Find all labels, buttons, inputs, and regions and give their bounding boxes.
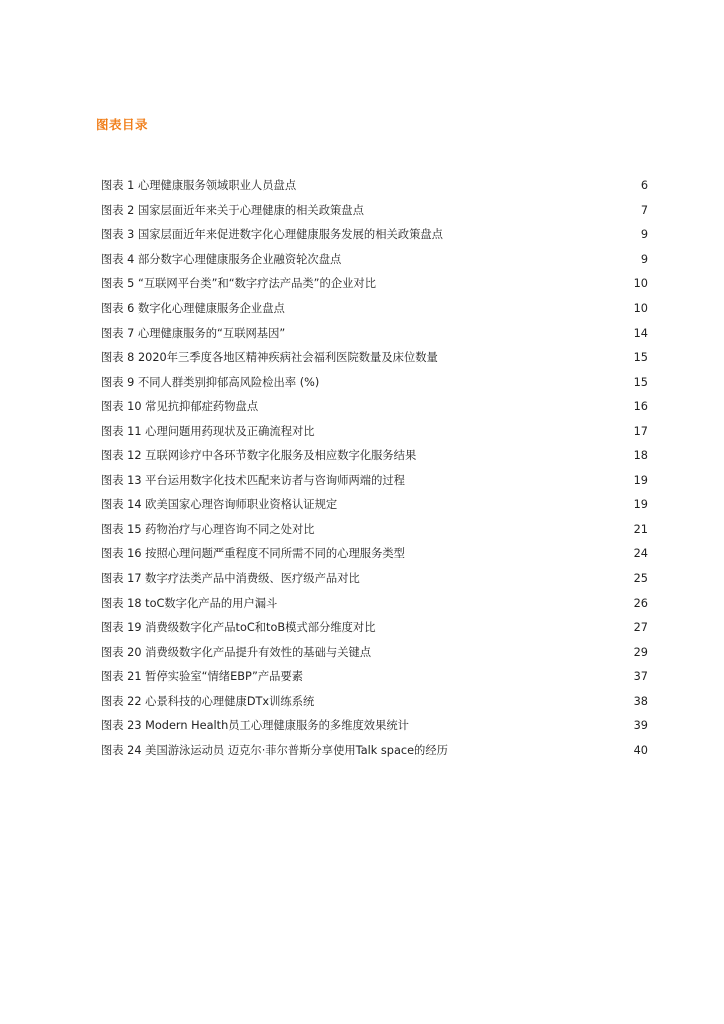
toc-entry-page-number: 7	[640, 203, 648, 217]
toc-entry-page-number: 29	[633, 645, 648, 659]
table-of-figures	[101, 174, 648, 763]
toc-entry[interactable]	[101, 640, 648, 665]
toc-entry-label: 图表 1 心理健康服务领域职业人员盘点	[101, 179, 297, 193]
toc-entry-page-number: 9	[640, 228, 648, 242]
toc-entry[interactable]	[101, 591, 648, 616]
toc-entry-label: 图表 8 2020年三季度各地区精神疾病社会福利医院数量及床位数量	[101, 351, 438, 365]
toc-entry-page-number: 18	[633, 449, 648, 463]
toc-entry-page-number: 10	[633, 302, 648, 315]
toc-entry-page-number: 19	[633, 473, 648, 487]
toc-entry[interactable]	[101, 395, 648, 420]
toc-entry-page-number: 39	[633, 719, 648, 733]
toc-entry-page-number: 21	[633, 522, 648, 536]
toc-entry-page-number: 37	[633, 670, 648, 684]
toc-entry[interactable]	[101, 689, 648, 714]
toc-entry-label: 图表 16 按照心理问题严重程度不同所需不同的心理服务类型	[101, 547, 405, 561]
toc-entry-label: 图表 11 心理问题用药现状及正确流程对比	[101, 424, 315, 438]
toc-entry-label: 图表 21 暂停实验室“情绪EBP”产品要素	[101, 670, 304, 684]
toc-entry[interactable]	[101, 174, 648, 199]
toc-entry-page-number: 38	[633, 694, 648, 708]
toc-entry[interactable]	[101, 346, 648, 371]
toc-entry-label: 图表 3 国家层面近年来促进数字化心理健康服务发展的相关政策盘点	[101, 228, 443, 242]
toc-entry[interactable]	[101, 321, 648, 346]
toc-entry-page-number: 17	[633, 424, 648, 438]
toc-entry-label: 图表 20 消费级数字化产品提升有效性的基础与关键点	[101, 645, 372, 659]
toc-entry[interactable]	[101, 223, 648, 248]
toc-entry[interactable]	[101, 199, 648, 224]
toc-entry-page-number: 15	[633, 351, 648, 365]
toc-entry[interactable]	[101, 616, 648, 641]
toc-entry-label: 图表 15 药物治疗与心理咨询不同之处对比	[101, 522, 315, 536]
toc-entry-label: 图表 19 消费级数字化产品toC和toB模式部分维度对比	[101, 621, 376, 635]
toc-entry[interactable]	[101, 444, 648, 469]
toc-entry-label: 图表 7 心理健康服务的“互联网基因”	[101, 326, 286, 340]
toc-entry-label: 图表 24 美国游泳运动员 迈克尔·菲尔普斯分享使用Talk space的经历	[101, 743, 448, 757]
toc-entry-page-number: 25	[633, 572, 648, 586]
toc-entry-page-number: 10	[633, 277, 648, 291]
toc-entry-page-number: 15	[633, 375, 648, 389]
page-title: 图表目录	[96, 117, 149, 132]
toc-entry-label: 图表 23 Modern Health员工心理健康服务的多维度效果统计	[101, 719, 409, 733]
toc-entry-page-number: 26	[633, 596, 648, 610]
toc-entry-page-number: 14	[633, 326, 648, 340]
toc-entry-label: 图表 4 部分数字心理健康服务企业融资轮次盘点	[101, 252, 342, 266]
toc-entry[interactable]	[101, 665, 648, 690]
toc-entry[interactable]	[101, 739, 648, 764]
toc-entry-page-number: 19	[633, 498, 648, 512]
toc-entry[interactable]	[101, 493, 648, 518]
toc-entry-page-number: 40	[633, 743, 648, 757]
toc-entry-page-number: 16	[633, 400, 648, 414]
toc-entry[interactable]	[101, 248, 648, 273]
toc-entry[interactable]	[101, 714, 648, 739]
toc-entry-page-number: 27	[633, 621, 648, 635]
toc-entry-label: 图表 22 心景科技的心理健康DTx训练系统	[101, 694, 315, 708]
toc-entry[interactable]	[101, 542, 648, 567]
toc-entry[interactable]	[101, 567, 648, 592]
toc-entry[interactable]	[101, 297, 648, 322]
toc-entry-label: 图表 2 国家层面近年来关于心理健康的相关政策盘点	[101, 203, 364, 217]
toc-entry-label: 图表 14 欧美国家心理咨询师职业资格认证规定	[101, 498, 338, 512]
toc-entry[interactable]	[101, 370, 648, 395]
toc-entry-label: 图表 17 数字疗法类产品中消费级、医疗级产品对比	[101, 572, 360, 586]
toc-entry-page-number: 24	[633, 547, 648, 561]
toc-entry-label: 图表 5 “互联网平台类”和“数字疗法产品类”的企业对比	[101, 277, 377, 291]
toc-entry-page-number: 9	[640, 252, 648, 266]
toc-entry[interactable]	[101, 272, 648, 297]
toc-entry-label: 图表 13 平台运用数字化技术匹配来访者与咨询师两端的过程	[101, 473, 405, 487]
toc-entry[interactable]	[101, 419, 648, 444]
toc-entry-label: 图表 10 常见抗抑郁症药物盘点	[101, 400, 259, 414]
toc-entry[interactable]	[101, 469, 648, 494]
toc-entry[interactable]	[101, 518, 648, 543]
toc-entry-label: 图表 6 数字化心理健康服务企业盘点	[101, 302, 285, 315]
toc-entry-page-number: 6	[640, 179, 648, 193]
toc-entry-label: 图表 9 不同人群类别抑郁高风险检出率 (%)	[101, 375, 320, 389]
toc-entry-label: 图表 18 toC数字化产品的用户漏斗	[101, 596, 278, 610]
toc-entry-label: 图表 12 互联网诊疗中各环节数字化服务及相应数字化服务结果	[101, 449, 417, 463]
